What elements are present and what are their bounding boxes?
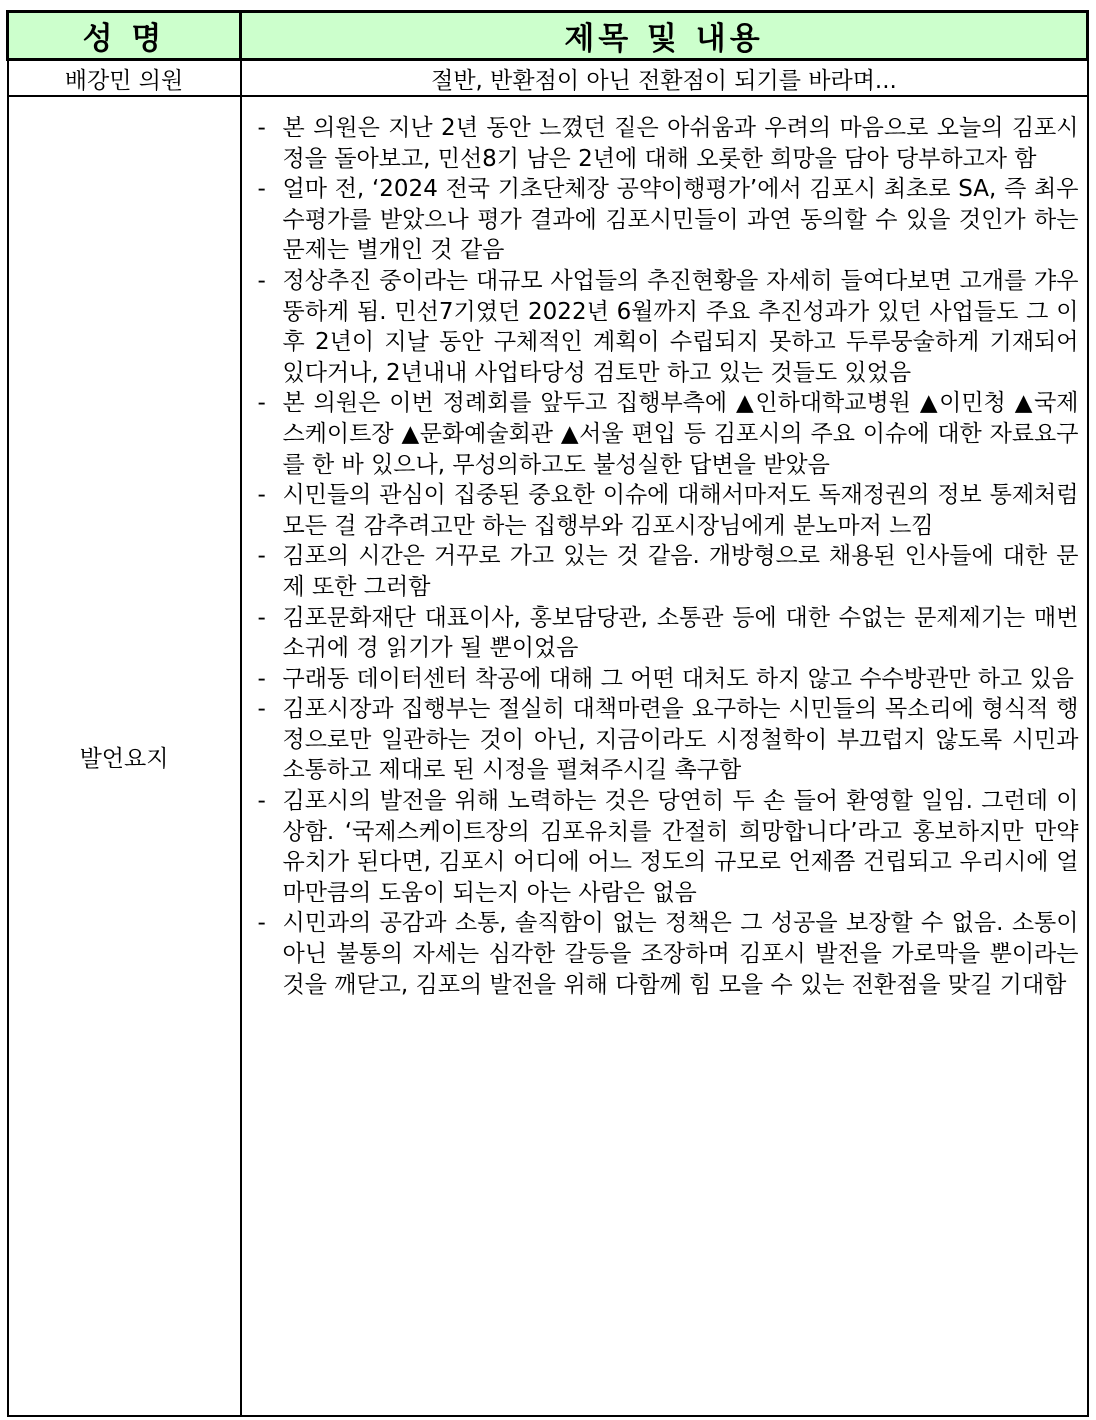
list-item: - 구래동 데이터센터 착공에 대해 그 어떤 대처도 하지 않고 수수방관만 하고 있음 xyxy=(254,664,1079,695)
list-item: - 본 의원은 이번 정례회를 앞두고 집행부측에 ▲인하대학교병원 ▲이민청 ▲국제스케이트장 ▲문화예술회관 ▲서울 편입 등 김포시의 주요 이슈에 대한 자료요구를 한 바 있으나, 무성의하고도 불성실한 답변을 받았음 xyxy=(254,388,1079,480)
list-item: - 김포의 시간은 거꾸로 가고 있는 것 같음. 개방형으로 채용된 인사들에 대한 문제 또한 그러함 xyxy=(254,541,1079,602)
list-item: - 김포문화재단 대표이사, 홍보담당관, 소통관 등에 대한 수없는 문제제기는 매번 소귀에 경 읽기가 될 뿐이었음 xyxy=(254,603,1079,664)
list-item: - 시민들의 관심이 집중된 중요한 이슈에 대해서마저도 독재정권의 정보 통제처럼 모든 걸 감추려고만 하는 집행부와 김포시장님에게 분노마저 느낌 xyxy=(254,480,1079,541)
header-name-cell: 성 명 xyxy=(8,12,241,60)
list-item: - 김포시장과 집행부는 절실히 대책마련을 요구하는 시민들의 목소리에 형식적 행정으로만 일관하는 것이 아닌, 지금이라도 시정철학이 부끄럽지 않도록 시민과 소통하고 제대로 된 시정을 펼쳐주시길 촉구함 xyxy=(254,694,1079,786)
statement-table xyxy=(6,10,1089,1417)
title-row xyxy=(8,60,1088,97)
summary-content xyxy=(241,96,1088,1416)
list-item: - 본 의원은 지난 2년 동안 느꼈던 짙은 아쉬움과 우려의 마음으로 오늘의 김포시정을 돌아보고, 민선8기 남은 2년에 대해 오롯한 희망을 담아 당부하고자 함 xyxy=(254,113,1079,174)
header-content-cell: 제목 및 내용 xyxy=(241,12,1088,60)
list-item: - 시민과의 공감과 소통, 솔직함이 없는 정책은 그 성공을 보장할 수 없음. 소통이 아닌 불통의 자세는 심각한 갈등을 조장하며 김포시 발전을 가로막을 뿐이라는 것을 깨닫고, 김포의 발전을 위해 다함께 힘 모을 수 있는 전환점을 맞길 기대함 xyxy=(254,908,1079,1000)
list-item: - 정상추진 중이라는 대규모 사업들의 추진현황을 자세히 들여다보면 고개를 갸우뚱하게 됨. 민선7기였던 2022년 6월까지 주요 추진성과가 있던 사업들도 그 이후 2년이 지날 동안 구체적인 계획이 수립되지 못하고 두루뭉술하게 기재되어 있다거나, 2년내내 사업타당성 검토만 하고 있는 것들도 있었음 xyxy=(254,266,1079,388)
list-item: - 얼마 전, ‘2024 전국 기초단체장 공약이행평가’에서 김포시 최초로 SA, 즉 최우수평가를 받았으나 평가 결과에 김포시민들이 과연 동의할 수 있을 것인가 하는 문제는 별개인 것 같음 xyxy=(254,174,1079,266)
header-row xyxy=(8,12,1088,60)
speech-title: 절반, 반환점이 아닌 전환점이 되기를 바라며... xyxy=(241,60,1088,97)
speaker-name: 배강민 의원 xyxy=(8,60,241,97)
summary-list xyxy=(254,113,1079,1000)
list-item: - 김포시의 발전을 위해 노력하는 것은 당연히 두 손 들어 환영할 일임. 그런데 이상함. ‘국제스케이트장의 김포유치를 간절히 희망합니다’라고 홍보하지만 만약 유치가 된다면, 김포시 어디에 어느 정도의 규모로 언제쯤 건립되고 우리시에 얼마만큼의 도움이 되는지 아는 사람은 없음 xyxy=(254,786,1079,908)
summary-label: 발언요지 xyxy=(8,96,241,1416)
summary-row xyxy=(8,96,1088,1416)
